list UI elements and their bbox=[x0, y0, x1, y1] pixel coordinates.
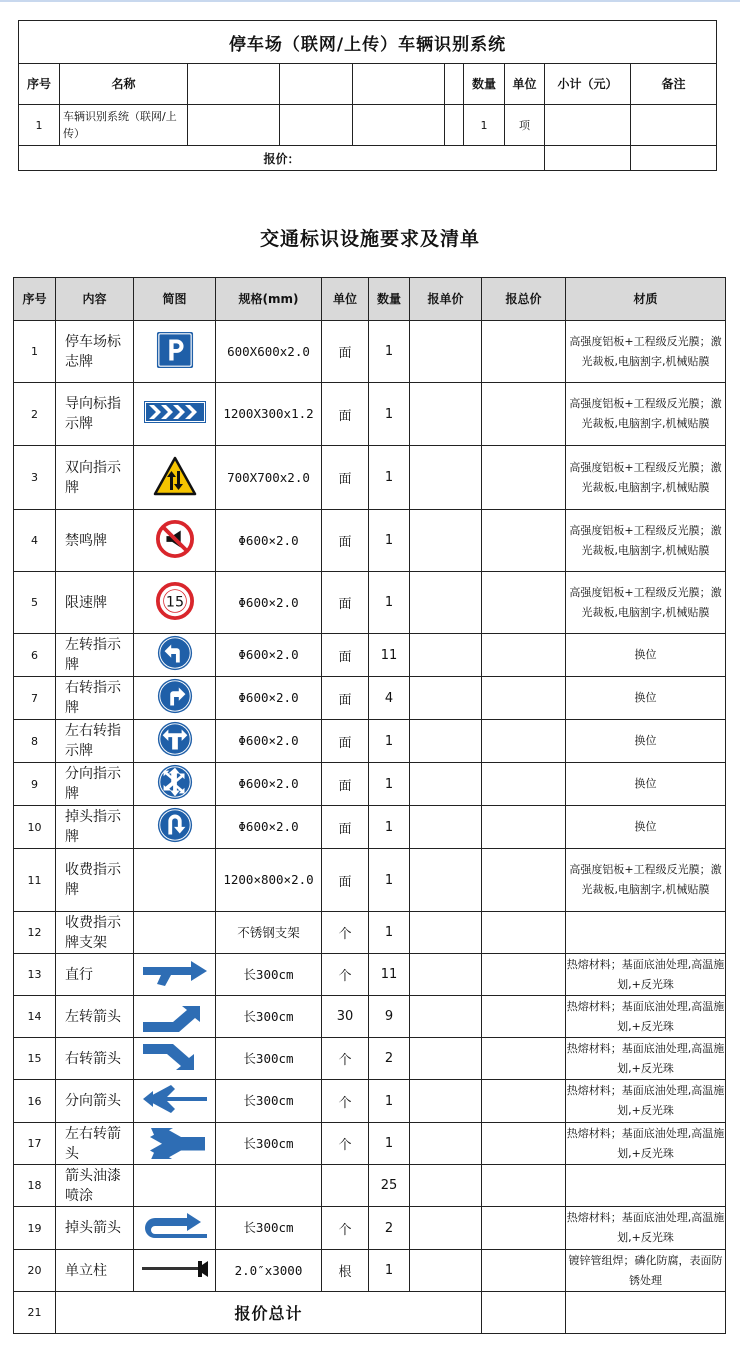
cell-unit-price bbox=[410, 1123, 482, 1165]
cell-unit-price bbox=[410, 572, 482, 634]
cell-unit-price bbox=[410, 677, 482, 720]
cell-seq: 6 bbox=[14, 634, 56, 677]
cell-qty: 1 bbox=[369, 446, 410, 510]
cell-quote-price bbox=[482, 1080, 566, 1123]
table-row bbox=[14, 1250, 726, 1292]
header-seq: 序号 bbox=[14, 278, 56, 321]
cell-qty: 11 bbox=[369, 634, 410, 677]
cell-qty: 11 bbox=[369, 954, 410, 996]
table-row bbox=[14, 1207, 726, 1250]
svg-text:15: 15 bbox=[165, 594, 184, 611]
cell-spec: 长300cm bbox=[216, 1207, 322, 1250]
cell-content: 左右转箭头 bbox=[56, 1123, 134, 1165]
cell-spec: Φ600×2.0 bbox=[216, 720, 322, 763]
cell-unit-price bbox=[410, 849, 482, 912]
cell-qty: 4 bbox=[369, 677, 410, 720]
cell-material: 高强度铝板+工程级反光膜；激光裁板,电脑割字,机械贴膜 bbox=[566, 446, 726, 510]
cell-quote-price bbox=[482, 634, 566, 677]
cell-qty: 2 bbox=[369, 1038, 410, 1080]
cell-unit-price bbox=[410, 1250, 482, 1292]
left-right-turn-sign-icon bbox=[156, 720, 194, 762]
table-row bbox=[14, 634, 726, 677]
cell-material: 高强度铝板+工程级反光膜；激光裁板,电脑割字,机械贴膜 bbox=[566, 572, 726, 634]
header-name: 名称 bbox=[60, 64, 188, 105]
cell-unit-price bbox=[410, 806, 482, 849]
table-row bbox=[14, 677, 726, 720]
cell-seq: 15 bbox=[14, 1038, 56, 1080]
table-row bbox=[14, 763, 726, 806]
cell-content: 掉头指示牌 bbox=[56, 806, 134, 849]
cell-qty: 1 bbox=[369, 763, 410, 806]
cell-qty: 1 bbox=[369, 1123, 410, 1165]
cell-material: 镀锌管组焊；磷化防腐，表面防锈处理 bbox=[566, 1250, 726, 1292]
cell-seq: 4 bbox=[14, 510, 56, 572]
cell-diagram bbox=[134, 1038, 216, 1080]
cell-material: 高强度铝板+工程级反光膜；激光裁板,电脑割字,机械贴膜 bbox=[566, 849, 726, 912]
cell-diagram bbox=[134, 1250, 216, 1292]
cell-diagram bbox=[134, 806, 216, 849]
single-pole-icon bbox=[140, 1257, 210, 1285]
total-label: 报价总计 bbox=[56, 1292, 482, 1334]
cell-spec: 不锈钢支架 bbox=[216, 912, 322, 954]
cell-content: 双向指示牌 bbox=[56, 446, 134, 510]
table-row bbox=[14, 1038, 726, 1080]
cell-diagram bbox=[134, 634, 216, 677]
left-turn-arrow-icon bbox=[141, 998, 209, 1036]
left-right-arrow-icon bbox=[141, 1125, 209, 1163]
cell-content: 收费指示牌支架 bbox=[56, 912, 134, 954]
cell-qty: 25 bbox=[369, 1165, 410, 1207]
cell-quote-price bbox=[482, 763, 566, 806]
cell-unit: 根 bbox=[322, 1250, 369, 1292]
cell-seq: 2 bbox=[14, 383, 56, 446]
cell-unit-price bbox=[410, 912, 482, 954]
table-row bbox=[14, 954, 726, 996]
header-seq: 序号 bbox=[19, 64, 60, 105]
cell-material bbox=[566, 912, 726, 954]
cell-seq: 1 bbox=[19, 105, 60, 146]
cell-material: 热熔材料；基面底油处理,高温施划,+反光珠 bbox=[566, 954, 726, 996]
cell-seq: 8 bbox=[14, 720, 56, 763]
cell-quote-price bbox=[482, 572, 566, 634]
header-blank bbox=[445, 64, 464, 105]
quote-table bbox=[18, 20, 717, 171]
split-arrow-icon bbox=[141, 1082, 209, 1120]
cell-subtotal bbox=[545, 105, 631, 146]
cell-qty: 1 bbox=[369, 849, 410, 912]
cell-spec: 长300cm bbox=[216, 1080, 322, 1123]
cell-content: 箭头油漆喷涂 bbox=[56, 1165, 134, 1207]
cell-content: 直行 bbox=[56, 954, 134, 996]
turn-left-sign-icon bbox=[156, 634, 194, 676]
u-turn-sign-icon bbox=[156, 806, 194, 848]
cell-seq: 12 bbox=[14, 912, 56, 954]
two-way-warning-sign-icon bbox=[153, 456, 197, 500]
cell-spec: Φ600×2.0 bbox=[216, 510, 322, 572]
cell-quote-price bbox=[482, 321, 566, 383]
cell-content: 右转箭头 bbox=[56, 1038, 134, 1080]
cell-diagram bbox=[134, 849, 216, 912]
cell-unit: 面 bbox=[322, 720, 369, 763]
cell-unit-price bbox=[410, 634, 482, 677]
cell-unit-price bbox=[410, 383, 482, 446]
cell-unit: 面 bbox=[322, 634, 369, 677]
cell-material: 高强度铝板+工程级反光膜；激光裁板,电脑割字,机械贴膜 bbox=[566, 383, 726, 446]
cell-unit-price bbox=[410, 321, 482, 383]
cell-unit bbox=[322, 1165, 369, 1207]
cell-content: 分向箭头 bbox=[56, 1080, 134, 1123]
header-quote-price: 报总价 bbox=[482, 278, 566, 321]
cell-qty: 1 bbox=[369, 1250, 410, 1292]
right-turn-arrow-icon bbox=[141, 1040, 209, 1078]
header-unit-price: 报单价 bbox=[410, 278, 482, 321]
cell-diagram bbox=[134, 572, 216, 634]
cell-qty: 1 bbox=[369, 720, 410, 763]
cell-quote-price bbox=[482, 1250, 566, 1292]
cell-unit-price bbox=[410, 510, 482, 572]
cell-seq: 10 bbox=[14, 806, 56, 849]
cell-content: 左转箭头 bbox=[56, 996, 134, 1038]
header-diagram: 简图 bbox=[134, 278, 216, 321]
quote-value-cell bbox=[545, 146, 631, 171]
cell-spec: 长300cm bbox=[216, 1038, 322, 1080]
cell-quote-price bbox=[482, 1123, 566, 1165]
table-row bbox=[14, 1165, 726, 1207]
cell-diagram bbox=[134, 383, 216, 446]
cell-unit: 面 bbox=[322, 677, 369, 720]
cell-quote-price bbox=[482, 446, 566, 510]
cell-quote-price bbox=[482, 996, 566, 1038]
cell-unit: 个 bbox=[322, 1207, 369, 1250]
table-row bbox=[14, 806, 726, 849]
cell-seq: 17 bbox=[14, 1123, 56, 1165]
cell-diagram bbox=[134, 720, 216, 763]
cell-content: 限速牌 bbox=[56, 572, 134, 634]
cell-diagram bbox=[134, 912, 216, 954]
cell-unit-price bbox=[410, 446, 482, 510]
cell-quote-price bbox=[482, 720, 566, 763]
cell-unit: 面 bbox=[322, 806, 369, 849]
table-row bbox=[19, 105, 717, 146]
cell-unit-price bbox=[410, 1165, 482, 1207]
cell-unit: 面 bbox=[322, 321, 369, 383]
cell-unit: 面 bbox=[322, 849, 369, 912]
cell-spec bbox=[216, 1165, 322, 1207]
turn-right-sign-icon bbox=[156, 677, 194, 719]
u-turn-arrow-icon bbox=[141, 1210, 209, 1246]
header-unit: 单位 bbox=[322, 278, 369, 321]
cell-diagram bbox=[134, 996, 216, 1038]
cell-diagram bbox=[134, 446, 216, 510]
table-row bbox=[14, 446, 726, 510]
cell-material: 热熔材料；基面底油处理,高温施划,+反光珠 bbox=[566, 1123, 726, 1165]
cell-qty: 1 bbox=[369, 383, 410, 446]
cell-material: 换位 bbox=[566, 720, 726, 763]
cell-seq: 18 bbox=[14, 1165, 56, 1207]
table-row bbox=[14, 1080, 726, 1123]
header-material: 材质 bbox=[566, 278, 726, 321]
cell-material: 高强度铝板+工程级反光膜；激光裁板,电脑割字,机械贴膜 bbox=[566, 510, 726, 572]
table-row bbox=[14, 383, 726, 446]
cell-content: 左右转指示牌 bbox=[56, 720, 134, 763]
cell-unit: 个 bbox=[322, 1038, 369, 1080]
total-value-cell bbox=[482, 1292, 566, 1334]
total-row bbox=[14, 1292, 726, 1334]
cell-quote-price bbox=[482, 912, 566, 954]
cell-spec: Φ600×2.0 bbox=[216, 806, 322, 849]
cell-diagram bbox=[134, 763, 216, 806]
cell-quote-price bbox=[482, 1207, 566, 1250]
traffic-table-title: 交通标识设施要求及清单 bbox=[259, 228, 480, 250]
speed-limit-sign-icon bbox=[156, 582, 194, 624]
cell-seq: 1 bbox=[14, 321, 56, 383]
header-unit: 单位 bbox=[505, 64, 545, 105]
cell-spec: Φ600×2.0 bbox=[216, 763, 322, 806]
cell-unit: 面 bbox=[322, 572, 369, 634]
quote-table-title: 停车场（联网/上传）车辆识别系统 bbox=[19, 21, 717, 64]
cell-qty: 1 bbox=[369, 572, 410, 634]
cell-quote-price bbox=[482, 1038, 566, 1080]
table-row bbox=[14, 1123, 726, 1165]
cell-unit: 项 bbox=[505, 105, 545, 146]
header-spec: 规格(mm) bbox=[216, 278, 322, 321]
cell-qty: 2 bbox=[369, 1207, 410, 1250]
cell-qty: 1 bbox=[369, 510, 410, 572]
cell-material: 热熔材料；基面底油处理,高温施划,+反光珠 bbox=[566, 1080, 726, 1123]
cell-seq: 3 bbox=[14, 446, 56, 510]
cell-seq: 14 bbox=[14, 996, 56, 1038]
cell-spec: Φ600×2.0 bbox=[216, 634, 322, 677]
cell-remark bbox=[631, 105, 717, 146]
cell-quote-price bbox=[482, 849, 566, 912]
cell-material: 换位 bbox=[566, 634, 726, 677]
cell-seq: 20 bbox=[14, 1250, 56, 1292]
cell-seq: 19 bbox=[14, 1207, 56, 1250]
cell-unit-price bbox=[410, 763, 482, 806]
cell-unit: 个 bbox=[322, 1080, 369, 1123]
cell-seq: 9 bbox=[14, 763, 56, 806]
header-blank bbox=[353, 64, 445, 105]
cell-content: 单立柱 bbox=[56, 1250, 134, 1292]
cell-content: 禁鸣牌 bbox=[56, 510, 134, 572]
cell-seq: 5 bbox=[14, 572, 56, 634]
cell-spec: 长300cm bbox=[216, 1123, 322, 1165]
cell-material: 热熔材料；基面底油处理,高温施划,+反光珠 bbox=[566, 996, 726, 1038]
cell-quote-price bbox=[482, 510, 566, 572]
cell-unit-price bbox=[410, 996, 482, 1038]
cell-diagram bbox=[134, 677, 216, 720]
table-row bbox=[14, 912, 726, 954]
cell-diagram bbox=[134, 321, 216, 383]
cell-content: 右转指示牌 bbox=[56, 677, 134, 720]
cell-seq: 21 bbox=[14, 1292, 56, 1334]
cell-unit-price bbox=[410, 1038, 482, 1080]
cell-unit: 面 bbox=[322, 510, 369, 572]
cell-unit: 面 bbox=[322, 446, 369, 510]
cell-seq: 16 bbox=[14, 1080, 56, 1123]
cell-spec: 长300cm bbox=[216, 996, 322, 1038]
cell-qty: 1 bbox=[369, 806, 410, 849]
cell-material: 高强度铝板+工程级反光膜；激光裁板,电脑割字,机械贴膜 bbox=[566, 321, 726, 383]
cell-quote-price bbox=[482, 383, 566, 446]
table-row bbox=[14, 321, 726, 383]
cell-spec: Φ600×2.0 bbox=[216, 677, 322, 720]
cell-diagram bbox=[134, 510, 216, 572]
cell-content: 收费指示牌 bbox=[56, 849, 134, 912]
table-row bbox=[14, 720, 726, 763]
cell-material: 换位 bbox=[566, 763, 726, 806]
cell-qty: 1 bbox=[464, 105, 505, 146]
cell-seq: 11 bbox=[14, 849, 56, 912]
cell-material: 热熔材料；基面底油处理,高温施划,+反光珠 bbox=[566, 1207, 726, 1250]
cell-unit: 面 bbox=[322, 763, 369, 806]
cell-quote-price bbox=[482, 1165, 566, 1207]
cell-qty: 9 bbox=[369, 996, 410, 1038]
cell-material: 换位 bbox=[566, 677, 726, 720]
header-subtotal: 小计（元） bbox=[545, 64, 631, 105]
cell-diagram bbox=[134, 1165, 216, 1207]
straight-arrow-icon bbox=[141, 958, 209, 992]
cell-seq: 13 bbox=[14, 954, 56, 996]
cell-name: 车辆识别系统（联网/上传） bbox=[60, 105, 188, 146]
cell-spec: 2.0″x3000 bbox=[216, 1250, 322, 1292]
header-blank bbox=[188, 64, 280, 105]
header-qty: 数量 bbox=[464, 64, 505, 105]
chevron-guide-sign-icon bbox=[144, 401, 206, 427]
header-remark: 备注 bbox=[631, 64, 717, 105]
table-row bbox=[14, 510, 726, 572]
cell-unit: 面 bbox=[322, 383, 369, 446]
cell-seq: 7 bbox=[14, 677, 56, 720]
cell-unit: 个 bbox=[322, 912, 369, 954]
cell-unit: 30 bbox=[322, 996, 369, 1038]
cell-content: 掉头箭头 bbox=[56, 1207, 134, 1250]
header-content: 内容 bbox=[56, 278, 134, 321]
cell-spec: 1200×800×2.0 bbox=[216, 849, 322, 912]
no-horn-sign-icon bbox=[156, 520, 194, 562]
cell-unit-price bbox=[410, 1207, 482, 1250]
cell-material: 热熔材料；基面底油处理,高温施划,+反光珠 bbox=[566, 1038, 726, 1080]
cell-unit-price bbox=[410, 954, 482, 996]
table-row bbox=[14, 849, 726, 912]
cell-diagram bbox=[134, 1080, 216, 1123]
cell-material bbox=[566, 1165, 726, 1207]
cell-unit: 个 bbox=[322, 954, 369, 996]
cell-spec: 1200X300x1.2 bbox=[216, 383, 322, 446]
parking-sign-icon bbox=[156, 331, 194, 373]
cell-unit-price bbox=[410, 720, 482, 763]
cell-spec: Φ600×2.0 bbox=[216, 572, 322, 634]
cell-quote-price bbox=[482, 806, 566, 849]
quote-label: 报价： bbox=[19, 146, 545, 171]
split-direction-sign-icon bbox=[156, 763, 194, 805]
cell-spec: 600X600x2.0 bbox=[216, 321, 322, 383]
cell-diagram bbox=[134, 954, 216, 996]
top-rule bbox=[0, 0, 740, 2]
traffic-table bbox=[13, 277, 726, 1334]
cell-spec: 700X700x2.0 bbox=[216, 446, 322, 510]
cell-unit: 个 bbox=[322, 1123, 369, 1165]
cell-qty: 1 bbox=[369, 1080, 410, 1123]
cell-diagram bbox=[134, 1207, 216, 1250]
cell-unit-price bbox=[410, 1080, 482, 1123]
table-row bbox=[14, 996, 726, 1038]
cell-qty: 1 bbox=[369, 321, 410, 383]
cell-qty: 1 bbox=[369, 912, 410, 954]
cell-material: 换位 bbox=[566, 806, 726, 849]
cell-diagram bbox=[134, 1123, 216, 1165]
cell-quote-price bbox=[482, 677, 566, 720]
table-row bbox=[14, 572, 726, 634]
cell-quote-price bbox=[482, 954, 566, 996]
header-qty: 数量 bbox=[369, 278, 410, 321]
cell-content: 停车场标志牌 bbox=[56, 321, 134, 383]
cell-content: 导向标指示牌 bbox=[56, 383, 134, 446]
header-blank bbox=[280, 64, 353, 105]
cell-content: 分向指示牌 bbox=[56, 763, 134, 806]
cell-spec: 长300cm bbox=[216, 954, 322, 996]
cell-content: 左转指示牌 bbox=[56, 634, 134, 677]
